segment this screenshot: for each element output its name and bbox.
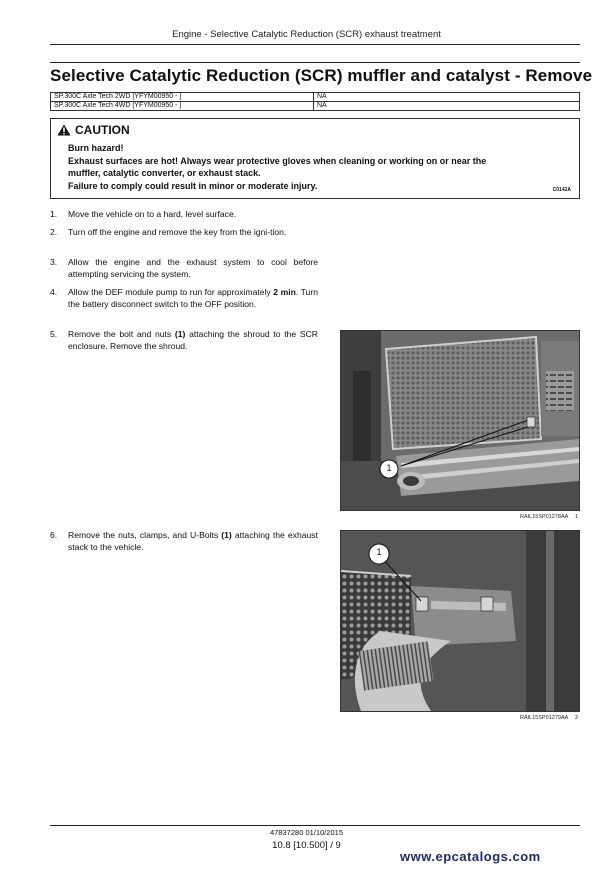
value-cell: NA [314, 93, 580, 102]
step-number: 3. [50, 257, 58, 267]
watermark-link[interactable]: www.epcatalogs.com [400, 849, 541, 864]
step-text-part: . Turn the battery disconnect switch to the OFF position. [68, 287, 318, 309]
step-text: Move the vehicle on to a hard, level surface. [68, 209, 237, 219]
figure-1-photo [340, 330, 580, 511]
step-text-part: Remove the bolt and nuts [68, 329, 175, 339]
caution-line: Failure to comply could result in minor or moderate injury. [68, 180, 318, 191]
step-emphasis: (1) [221, 530, 232, 540]
caution-label: CAUTION [75, 123, 130, 137]
step-text-part: attaching the exhaust stack to the vehicle. [68, 530, 318, 552]
model-cell: SP.300C Axle Tech 4WD [YFYM00950 - ] [51, 102, 314, 111]
model-applicability-table [50, 92, 580, 111]
caution-code: C0142A [552, 187, 571, 193]
table-row [51, 93, 580, 102]
value-cell: NA [314, 102, 580, 111]
footer-rule [50, 825, 580, 826]
step-number: 1. [50, 209, 58, 219]
step-text-part: Remove the nuts, clamps, and U-Bolts [68, 530, 222, 540]
document-number: 47837280 01/10/2015 [270, 828, 343, 837]
warning-triangle-icon [57, 124, 71, 136]
scr-enclosure-illustration [341, 331, 579, 510]
table-row [51, 102, 580, 111]
model-cell: SP.300C Axle Tech 2WD [YFYM00950 - ] [51, 93, 314, 102]
callout-1-label: 1 [376, 547, 382, 557]
step-text [68, 329, 318, 352]
page-title: Selective Catalytic Reduction (SCR) muffler and catalyst - Remove [50, 66, 593, 85]
exhaust-stack-illustration [341, 531, 579, 711]
title-top-rule [50, 62, 580, 63]
caution-box [50, 118, 580, 199]
step-text-part: Allow the DEF module pump to run for approximately [68, 287, 274, 297]
step-text [68, 530, 318, 553]
step-text-part: attaching the shroud to the SCR enclosure. Remove the shroud. [68, 329, 318, 351]
step-number: 6. [50, 530, 58, 540]
step-text [68, 287, 318, 310]
figure-2-ref: RAIL15SP01279AA [520, 715, 569, 721]
caution-line: muffler, catalytic converter, or exhaust stack. [68, 168, 261, 178]
callout-1-label: 1 [386, 463, 392, 473]
figure-2-number: 2 [575, 715, 579, 721]
caution-line: Exhaust surfaces are hot! Always wear protective gloves when cleaning or working on or near the [68, 155, 487, 166]
running-header: Engine - Selective Catalytic Reduction (SCR) exhaust treatment [172, 29, 441, 40]
step-number: 2. [50, 227, 58, 237]
step-number: 5. [50, 329, 58, 339]
step-emphasis: 2 min [273, 287, 296, 297]
header-rule [50, 44, 580, 45]
figure-1-number: 1 [575, 514, 579, 520]
figure-2-photo [340, 530, 580, 712]
step-text: Allow the engine and the exhaust system to cool before attempting servicing the system. [68, 257, 318, 279]
caution-heading [57, 123, 130, 137]
step-number: 4. [50, 287, 58, 297]
step-emphasis: (1) [174, 329, 186, 339]
caution-text [68, 142, 568, 192]
figure-1-ref: RAIL15SP01278AA [520, 514, 569, 520]
caution-line: Burn hazard! [68, 143, 124, 153]
step-text: Turn off the engine and remove the key from the igni-tion. [68, 227, 287, 237]
page-number: 10.8 [10.500] / 9 [272, 840, 341, 851]
